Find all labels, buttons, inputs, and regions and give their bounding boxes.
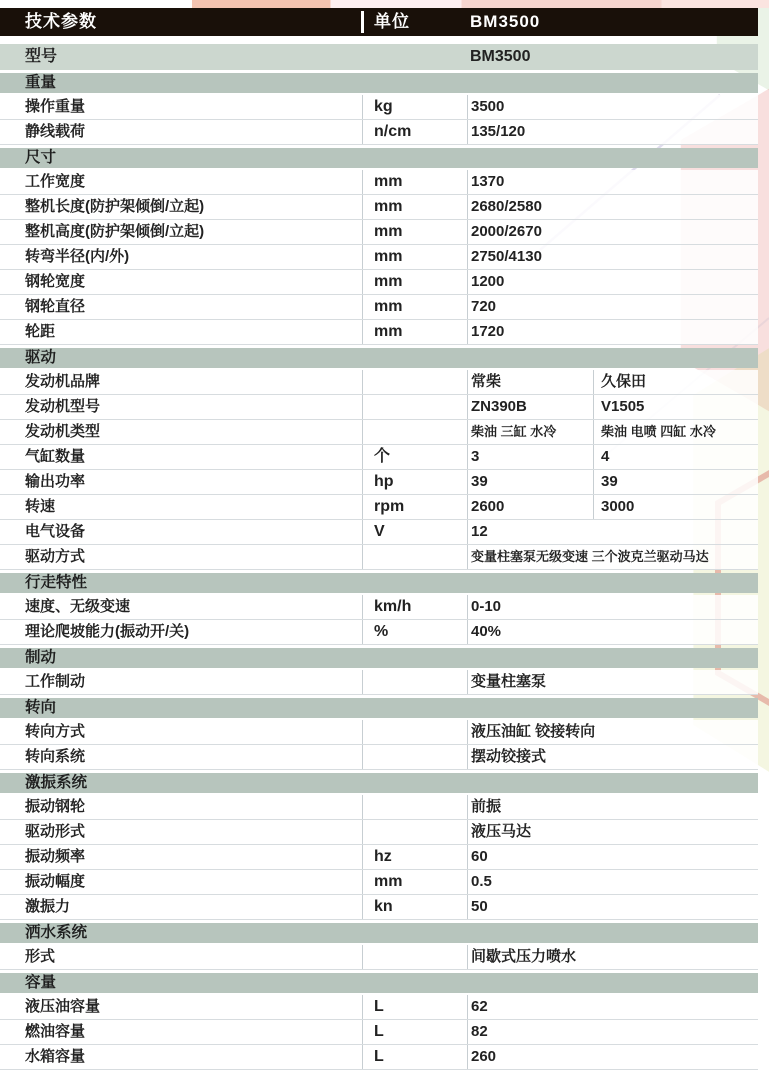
sections-container — [0, 73, 758, 1070]
column-divider — [593, 395, 594, 419]
column-divider — [467, 670, 468, 694]
column-divider — [362, 320, 363, 344]
column-divider — [362, 820, 363, 844]
row-unit: % — [374, 623, 389, 640]
row-value-2: V1505 — [601, 398, 645, 415]
column-divider — [467, 820, 468, 844]
section-header: 尺寸 — [0, 148, 758, 168]
section-header: 重量 — [0, 73, 758, 93]
column-divider — [467, 845, 468, 869]
column-divider — [467, 595, 468, 619]
column-divider — [467, 270, 468, 294]
column-divider — [362, 195, 363, 219]
table-row — [0, 295, 758, 320]
table-header-bar — [0, 8, 758, 36]
table-row — [0, 870, 758, 895]
row-label: 水箱容量 — [25, 1048, 86, 1065]
column-divider — [593, 445, 594, 469]
row-label: 转速 — [25, 498, 56, 515]
row-unit: hz — [374, 848, 392, 865]
row-value: 2750/4130 — [471, 248, 542, 265]
row-label: 振动钢轮 — [25, 798, 86, 815]
row-label: 振动频率 — [25, 848, 86, 865]
column-divider — [467, 620, 468, 644]
column-divider — [593, 495, 594, 519]
row-label: 气缸数量 — [25, 448, 86, 465]
column-divider — [467, 495, 468, 519]
column-divider — [467, 995, 468, 1019]
row-unit: kn — [374, 898, 393, 915]
table-row — [0, 420, 758, 445]
row-value-2: 39 — [601, 473, 618, 490]
table-row — [0, 445, 758, 470]
column-divider — [362, 745, 363, 769]
row-value: 2000/2670 — [471, 223, 542, 240]
row-label: 钢轮宽度 — [25, 273, 86, 290]
table-row — [0, 120, 758, 145]
column-divider — [362, 520, 363, 544]
row-value: 82 — [471, 1023, 488, 1040]
row-value: 3 — [471, 448, 480, 465]
row-value: 1370 — [471, 173, 505, 190]
column-divider — [362, 220, 363, 244]
column-divider — [467, 470, 468, 494]
column-divider — [467, 1020, 468, 1044]
row-unit: mm — [374, 873, 403, 890]
row-unit: hp — [374, 473, 394, 490]
table-row — [0, 320, 758, 345]
column-divider — [467, 720, 468, 744]
column-divider — [467, 170, 468, 194]
column-divider — [362, 245, 363, 269]
column-divider — [362, 895, 363, 919]
column-divider — [467, 895, 468, 919]
row-label: 钢轮直径 — [25, 298, 86, 315]
table-row — [0, 995, 758, 1020]
column-divider — [467, 420, 468, 444]
row-value: 62 — [471, 998, 488, 1015]
row-value: 135/120 — [471, 123, 526, 140]
row-value-2: 4 — [601, 448, 610, 465]
row-label: 电气设备 — [25, 523, 86, 540]
row-value: 2600 — [471, 498, 505, 515]
column-divider — [362, 995, 363, 1019]
column-divider — [362, 945, 363, 969]
row-label: 燃油容量 — [25, 1023, 86, 1040]
row-value: 前振 — [471, 798, 502, 815]
row-value: 摆动铰接式 — [471, 748, 547, 765]
column-divider — [362, 495, 363, 519]
row-value: 3500 — [471, 98, 505, 115]
row-label: 激振力 — [25, 898, 71, 915]
table-row — [0, 220, 758, 245]
column-divider — [467, 95, 468, 119]
row-label: 整机长度(防护架倾倒/立起) — [25, 198, 205, 215]
column-divider — [362, 270, 363, 294]
row-value: 0.5 — [471, 873, 492, 890]
column-divider — [467, 295, 468, 319]
table-row — [0, 670, 758, 695]
row-label: 输出功率 — [25, 473, 86, 490]
column-divider — [362, 120, 363, 144]
row-label: 转向系统 — [25, 748, 86, 765]
row-label: 驱动形式 — [25, 823, 86, 840]
row-unit: 个 — [374, 448, 391, 465]
section-header: 激振系统 — [0, 773, 758, 793]
model-row-value: BM3500 — [470, 48, 531, 65]
row-label: 转向方式 — [25, 723, 86, 740]
row-label: 静线载荷 — [25, 123, 86, 140]
row-unit: mm — [374, 223, 403, 240]
column-divider — [362, 1020, 363, 1044]
section-header: 行走特性 — [0, 573, 758, 593]
column-divider — [467, 320, 468, 344]
column-divider — [362, 595, 363, 619]
top-color-strip — [0, 0, 769, 8]
model-row — [0, 44, 758, 70]
row-value: 260 — [471, 1048, 497, 1065]
section-header: 转向 — [0, 698, 758, 718]
section-header: 制动 — [0, 648, 758, 668]
column-divider — [593, 420, 594, 444]
row-label: 理论爬坡能力(振动开/关) — [25, 623, 190, 640]
table-row — [0, 470, 758, 495]
column-divider — [362, 95, 363, 119]
row-value: 间歇式压力喷水 — [471, 948, 577, 965]
header-model-label: BM3500 — [470, 12, 541, 31]
table-row — [0, 245, 758, 270]
column-divider — [467, 545, 468, 569]
table-row — [0, 1045, 758, 1070]
row-value: 50 — [471, 898, 488, 915]
row-label: 转弯半径(内/外) — [25, 248, 130, 265]
column-divider — [467, 745, 468, 769]
column-divider — [467, 245, 468, 269]
row-value: 液压油缸 铰接转向 — [471, 723, 596, 740]
row-unit: kg — [374, 98, 393, 115]
row-label: 发动机品牌 — [25, 373, 101, 390]
row-label: 工作制动 — [25, 673, 86, 690]
row-label: 驱动方式 — [25, 548, 86, 565]
column-divider — [467, 870, 468, 894]
column-divider — [362, 720, 363, 744]
row-unit: L — [374, 1048, 384, 1065]
table-row — [0, 720, 758, 745]
row-value: 0-10 — [471, 598, 502, 615]
row-label: 速度、无级变速 — [25, 598, 131, 615]
table-row — [0, 170, 758, 195]
column-divider — [593, 370, 594, 394]
model-row-label: 型号 — [25, 48, 58, 65]
section-header: 驱动 — [0, 348, 758, 368]
header-divider — [361, 11, 364, 33]
row-unit: km/h — [374, 598, 412, 615]
row-label: 液压油容量 — [25, 998, 101, 1015]
column-divider — [362, 845, 363, 869]
row-value: 变量柱塞泵无级变速 三个波克兰驱动马达 — [471, 549, 709, 564]
row-unit: rpm — [374, 498, 405, 515]
column-divider — [362, 370, 363, 394]
row-unit: L — [374, 998, 384, 1015]
column-divider — [362, 470, 363, 494]
row-value: 柴油 三缸 水冷 — [471, 424, 557, 439]
row-label: 整机高度(防护架倾倒/立起) — [25, 223, 205, 240]
column-divider — [362, 670, 363, 694]
row-unit: n/cm — [374, 123, 412, 140]
row-label: 发动机类型 — [25, 423, 101, 440]
row-value: 1720 — [471, 323, 505, 340]
row-value: 60 — [471, 848, 488, 865]
row-unit: V — [374, 523, 385, 540]
column-divider — [467, 520, 468, 544]
row-value: 变量柱塞泵 — [471, 673, 547, 690]
table-row — [0, 820, 758, 845]
column-divider — [467, 120, 468, 144]
column-divider — [467, 795, 468, 819]
table-row — [0, 745, 758, 770]
header-param-label: 技术参数 — [25, 12, 97, 31]
row-unit: mm — [374, 323, 403, 340]
column-divider — [362, 170, 363, 194]
table-row — [0, 620, 758, 645]
row-unit: mm — [374, 273, 403, 290]
row-value: 1200 — [471, 273, 505, 290]
row-value-2: 3000 — [601, 498, 635, 515]
row-value-2: 柴油 电喷 四缸 水冷 — [601, 424, 716, 439]
row-unit: mm — [374, 198, 403, 215]
column-divider — [362, 295, 363, 319]
row-unit: mm — [374, 298, 403, 315]
table-row — [0, 895, 758, 920]
table-row — [0, 520, 758, 545]
column-divider — [362, 545, 363, 569]
row-unit: mm — [374, 173, 403, 190]
table-row — [0, 545, 758, 570]
column-divider — [362, 1045, 363, 1069]
header-unit-label: 单位 — [374, 12, 410, 31]
row-label: 形式 — [25, 948, 56, 965]
row-value: 12 — [471, 523, 488, 540]
table-row — [0, 1020, 758, 1045]
column-divider — [467, 1045, 468, 1069]
row-value: 720 — [471, 298, 497, 315]
section-header: 洒水系统 — [0, 923, 758, 943]
table-row — [0, 195, 758, 220]
row-unit: L — [374, 1023, 384, 1040]
column-divider — [362, 420, 363, 444]
row-value: ZN390B — [471, 398, 527, 415]
table-row — [0, 945, 758, 970]
column-divider — [467, 370, 468, 394]
row-unit: mm — [374, 248, 403, 265]
table-row — [0, 595, 758, 620]
row-label: 操作重量 — [25, 98, 86, 115]
column-divider — [362, 395, 363, 419]
row-label: 发动机型号 — [25, 398, 101, 415]
row-label: 轮距 — [25, 323, 56, 340]
section-header: 容量 — [0, 973, 758, 993]
table-row — [0, 845, 758, 870]
column-divider — [362, 445, 363, 469]
row-label: 工作宽度 — [25, 173, 86, 190]
column-divider — [362, 870, 363, 894]
table-row — [0, 795, 758, 820]
row-value: 39 — [471, 473, 488, 490]
row-value: 2680/2580 — [471, 198, 542, 215]
spec-table — [0, 8, 758, 1070]
row-value-2: 久保田 — [601, 373, 647, 390]
table-row — [0, 95, 758, 120]
column-divider — [362, 795, 363, 819]
column-divider — [593, 470, 594, 494]
column-divider — [467, 945, 468, 969]
table-row — [0, 270, 758, 295]
column-divider — [362, 620, 363, 644]
row-label: 振动幅度 — [25, 873, 86, 890]
table-row — [0, 495, 758, 520]
table-row — [0, 370, 758, 395]
row-value: 40% — [471, 623, 502, 640]
table-row — [0, 395, 758, 420]
column-divider — [467, 220, 468, 244]
column-divider — [467, 395, 468, 419]
row-value: 常柴 — [471, 373, 502, 390]
column-divider — [467, 195, 468, 219]
column-divider — [467, 445, 468, 469]
row-value: 液压马达 — [471, 823, 532, 840]
